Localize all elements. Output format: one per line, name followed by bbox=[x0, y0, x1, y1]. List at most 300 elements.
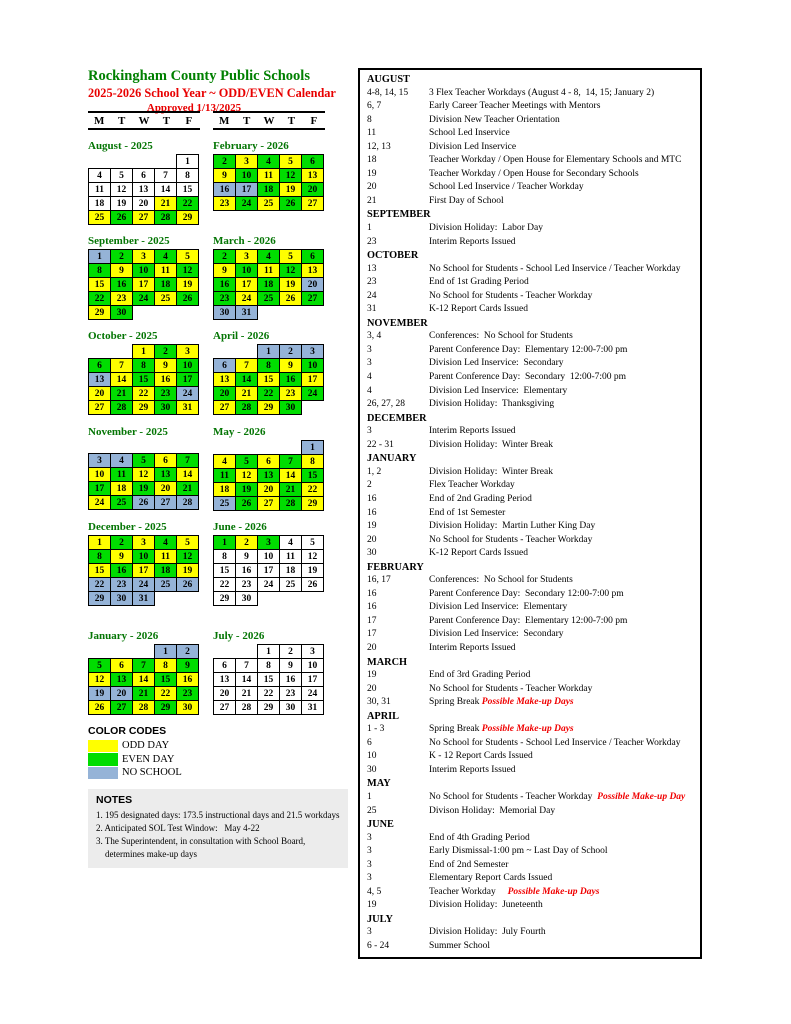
day-cell: 4 bbox=[89, 169, 111, 183]
day-cell: 29 bbox=[258, 701, 280, 715]
day-cell: 14 bbox=[280, 469, 302, 483]
month-title: May - 2026 bbox=[213, 426, 266, 438]
day-cell: 26 bbox=[133, 496, 155, 510]
event-text: School Led Inservice bbox=[429, 128, 510, 139]
day-cell: 11 bbox=[214, 469, 236, 483]
day-cell: 3 bbox=[133, 250, 155, 264]
day-cell: 9 bbox=[155, 359, 177, 373]
day-cell: 17 bbox=[89, 482, 111, 496]
day-cell: 28 bbox=[280, 497, 302, 511]
month-title: December - 2025 bbox=[88, 521, 167, 533]
day-cell: 15 bbox=[133, 373, 155, 387]
event-dates: 20 bbox=[367, 642, 377, 653]
day-cell: 29 bbox=[214, 592, 236, 606]
legend-row bbox=[88, 766, 182, 780]
event-row bbox=[367, 290, 693, 304]
month-grid bbox=[213, 440, 324, 511]
event-row bbox=[367, 872, 693, 886]
day-cell: 2 bbox=[111, 536, 133, 550]
event-row bbox=[367, 669, 693, 683]
event-makeup-note: Possible Make-up Days bbox=[507, 886, 600, 897]
day-cell: 4 bbox=[280, 536, 302, 550]
day-cell: 31 bbox=[302, 701, 324, 715]
day-cell: 18 bbox=[258, 278, 280, 292]
event-row bbox=[367, 385, 693, 399]
event-text: Flex Teacher Workday bbox=[429, 480, 515, 491]
month-grid bbox=[88, 154, 199, 225]
event-text: End of 3rd Grading Period bbox=[429, 670, 531, 681]
day-cell: 17 bbox=[236, 183, 258, 197]
event-month-header-june: JUNE bbox=[367, 819, 394, 831]
day-cell: 18 bbox=[111, 482, 133, 496]
event-dates: 1 - 3 bbox=[367, 724, 385, 735]
legend-title: COLOR CODES bbox=[88, 725, 167, 737]
event-dates: 21 bbox=[367, 195, 377, 206]
empty-cell bbox=[133, 645, 155, 659]
day-cell: 21 bbox=[236, 687, 258, 701]
day-cell: 17 bbox=[133, 278, 155, 292]
empty-cell bbox=[302, 592, 324, 606]
day-cell: 18 bbox=[155, 278, 177, 292]
event-text: School Led Inservice / Teacher Workday bbox=[429, 182, 584, 193]
event-text: Division Holiday: Thanksgiving bbox=[429, 399, 555, 410]
event-dates: 11 bbox=[367, 128, 377, 139]
event-dates: 6 - 24 bbox=[367, 941, 390, 951]
event-text: Division Led Inservice bbox=[429, 141, 517, 152]
empty-cell bbox=[133, 306, 155, 320]
day-cell: 10 bbox=[258, 550, 280, 564]
event-text: Summer School bbox=[429, 941, 490, 951]
day-cell: 10 bbox=[133, 264, 155, 278]
month-july-2026 bbox=[213, 630, 327, 715]
event-text: Division Led Inservice: Elementary bbox=[429, 602, 568, 613]
day-cell: 21 bbox=[111, 387, 133, 401]
event-month-header-august: AUGUST bbox=[367, 74, 410, 85]
event-text: Early Career Teacher Meetings with Mentors bbox=[429, 101, 601, 112]
month-grid bbox=[88, 535, 199, 606]
day-cell: 30 bbox=[280, 401, 302, 415]
event-dates: 3 bbox=[367, 846, 372, 857]
event-row bbox=[367, 683, 693, 697]
approved-date: Approved 1/13/2025 bbox=[146, 102, 242, 114]
empty-cell bbox=[111, 155, 133, 169]
event-text: No School for Students - Teacher Workday bbox=[429, 683, 593, 694]
event-row bbox=[367, 87, 693, 101]
day-cell: 1 bbox=[258, 645, 280, 659]
event-text: No School for Students - Teacher Workday bbox=[429, 290, 593, 301]
month-january-2026 bbox=[88, 630, 202, 715]
event-dates: 6 bbox=[367, 737, 372, 748]
day-cell: 1 bbox=[133, 345, 155, 359]
day-cell: 12 bbox=[236, 469, 258, 483]
day-cell: 12 bbox=[280, 169, 302, 183]
event-dates: 25 bbox=[367, 805, 377, 816]
event-text: K-12 Report Cards Issued bbox=[429, 304, 528, 315]
month-title: August - 2025 bbox=[88, 140, 153, 152]
event-dates: 20 bbox=[367, 534, 377, 545]
day-cell: 1 bbox=[214, 536, 236, 550]
event-dates: 30 bbox=[367, 548, 377, 559]
empty-cell bbox=[89, 645, 111, 659]
day-cell: 27 bbox=[302, 292, 324, 306]
day-cell: 1 bbox=[177, 155, 199, 169]
event-dates: 26, 27, 28 bbox=[367, 399, 405, 410]
day-cell: 16 bbox=[177, 673, 199, 687]
day-cell: 25 bbox=[258, 292, 280, 306]
event-month-header-february: FEBRUARY bbox=[367, 561, 424, 573]
day-cell: 23 bbox=[280, 687, 302, 701]
month-title: April - 2026 bbox=[213, 330, 270, 342]
day-cell: 27 bbox=[89, 401, 111, 415]
event-row bbox=[367, 371, 693, 385]
notes-title: NOTES bbox=[96, 794, 133, 806]
event-dates: 6, 7 bbox=[367, 101, 382, 112]
empty-cell bbox=[302, 401, 324, 415]
day-cell: 18 bbox=[258, 183, 280, 197]
weekday-label: T bbox=[162, 114, 171, 127]
day-cell: 24 bbox=[89, 496, 111, 510]
empty-cell bbox=[89, 440, 111, 454]
day-cell: 13 bbox=[111, 673, 133, 687]
day-cell: 24 bbox=[258, 578, 280, 592]
day-cell: 25 bbox=[155, 578, 177, 592]
day-cell: 17 bbox=[177, 373, 199, 387]
day-cell: 19 bbox=[111, 197, 133, 211]
day-cell: 21 bbox=[133, 687, 155, 701]
legend-swatch bbox=[88, 740, 118, 753]
day-cell: 5 bbox=[177, 536, 199, 550]
day-cell: 28 bbox=[177, 496, 199, 510]
event-dates: 17 bbox=[367, 615, 377, 626]
event-row bbox=[367, 574, 693, 588]
event-text: Teacher Workday Possible Make-up Days bbox=[429, 886, 600, 897]
empty-cell bbox=[236, 645, 258, 659]
event-dates: 16 bbox=[367, 507, 377, 518]
event-dates: 3 bbox=[367, 344, 372, 355]
event-row bbox=[367, 222, 693, 236]
day-cell: 13 bbox=[155, 468, 177, 482]
weekday-label: T bbox=[242, 114, 251, 127]
day-cell: 6 bbox=[133, 169, 155, 183]
day-cell: 23 bbox=[155, 387, 177, 401]
day-cell: 12 bbox=[177, 550, 199, 564]
event-dates: 24 bbox=[367, 290, 377, 301]
event-dates: 17 bbox=[367, 629, 377, 640]
day-cell: 8 bbox=[89, 264, 111, 278]
day-cell: 31 bbox=[236, 306, 258, 320]
day-cell: 22 bbox=[89, 578, 111, 592]
day-cell: 17 bbox=[133, 564, 155, 578]
day-cell: 11 bbox=[258, 264, 280, 278]
day-cell: 10 bbox=[89, 468, 111, 482]
day-cell: 26 bbox=[302, 578, 324, 592]
day-cell: 30 bbox=[236, 592, 258, 606]
event-dates: 31 bbox=[367, 304, 377, 315]
day-cell: 8 bbox=[155, 659, 177, 673]
day-cell: 25 bbox=[280, 578, 302, 592]
event-row bbox=[367, 723, 693, 737]
note-line: 3. The Superintendent, in consultation with School Board, bbox=[96, 836, 306, 846]
month-june-2026 bbox=[213, 521, 327, 606]
event-row bbox=[367, 859, 693, 873]
event-row bbox=[367, 926, 693, 940]
event-row bbox=[367, 425, 693, 439]
color-codes-legend bbox=[88, 725, 182, 780]
event-row bbox=[367, 398, 693, 412]
day-cell: 27 bbox=[258, 497, 280, 511]
empty-cell bbox=[177, 440, 199, 454]
event-row bbox=[367, 181, 693, 195]
day-cell: 24 bbox=[236, 197, 258, 211]
event-row bbox=[367, 534, 693, 548]
event-row bbox=[367, 845, 693, 859]
day-cell: 1 bbox=[258, 345, 280, 359]
legend-swatch bbox=[88, 767, 118, 780]
month-grid bbox=[213, 344, 324, 415]
empty-cell bbox=[280, 306, 302, 320]
event-text: Division Holiday: Winter Break bbox=[429, 439, 553, 450]
event-text: Elementary Report Cards Issued bbox=[429, 873, 553, 884]
event-dates: 1, 2 bbox=[367, 466, 382, 477]
day-cell: 16 bbox=[155, 373, 177, 387]
empty-cell bbox=[302, 306, 324, 320]
event-text: End of 2nd Grading Period bbox=[429, 493, 532, 504]
event-text: Divison Holiday: Memorial Day bbox=[429, 805, 556, 816]
day-cell: 15 bbox=[302, 469, 324, 483]
day-cell: 6 bbox=[155, 454, 177, 468]
event-text: 3 Flex Teacher Workdays (August 4 - 8, 14, 15; January 2) bbox=[429, 87, 655, 98]
day-cell: 20 bbox=[258, 483, 280, 497]
day-cell: 9 bbox=[177, 659, 199, 673]
event-month-header-december: DECEMBER bbox=[367, 412, 427, 424]
event-text: Division Led Inservice: Secondary bbox=[429, 629, 564, 640]
event-month-header-january: JANUARY bbox=[367, 453, 417, 465]
month-february-2026 bbox=[213, 140, 327, 211]
day-cell: 3 bbox=[236, 155, 258, 169]
day-cell: 11 bbox=[155, 264, 177, 278]
event-text: Spring Break Possible Make-up Days bbox=[429, 724, 574, 735]
month-grid bbox=[88, 440, 199, 510]
day-cell: 12 bbox=[89, 673, 111, 687]
month-grid bbox=[88, 644, 199, 715]
day-cell: 21 bbox=[236, 387, 258, 401]
day-cell: 23 bbox=[111, 578, 133, 592]
day-cell: 15 bbox=[258, 673, 280, 687]
event-dates: 3 bbox=[367, 927, 372, 938]
event-row bbox=[367, 344, 693, 358]
event-dates: 20 bbox=[367, 182, 377, 193]
month-grid bbox=[213, 154, 324, 211]
legend-label: EVEN DAY bbox=[122, 753, 175, 765]
day-cell: 19 bbox=[177, 564, 199, 578]
day-cell: 2 bbox=[155, 345, 177, 359]
event-text: Parent Conference Day: Secondary 12:00-7:00 pm bbox=[429, 372, 627, 383]
event-row bbox=[367, 357, 693, 371]
day-cell: 13 bbox=[302, 264, 324, 278]
day-cell: 25 bbox=[214, 497, 236, 511]
weekday-label: T bbox=[117, 114, 126, 127]
event-dates: 4 bbox=[367, 385, 372, 396]
day-cell: 18 bbox=[214, 483, 236, 497]
day-cell: 9 bbox=[214, 264, 236, 278]
day-cell: 7 bbox=[236, 359, 258, 373]
notes-lines bbox=[96, 809, 340, 861]
day-cell: 24 bbox=[302, 687, 324, 701]
event-text: Division Holiday: July Fourth bbox=[429, 927, 546, 938]
event-makeup-note: Possible Make-up Days bbox=[481, 724, 574, 735]
day-cell: 13 bbox=[302, 169, 324, 183]
day-cell: 29 bbox=[177, 211, 199, 225]
empty-cell bbox=[236, 345, 258, 359]
day-cell: 2 bbox=[214, 250, 236, 264]
event-dates: 30 bbox=[367, 764, 377, 775]
month-title: July - 2026 bbox=[213, 630, 265, 642]
day-cell: 11 bbox=[280, 550, 302, 564]
day-cell: 22 bbox=[133, 387, 155, 401]
day-cell: 27 bbox=[133, 211, 155, 225]
day-cell: 27 bbox=[214, 701, 236, 715]
events-panel bbox=[358, 68, 702, 959]
day-cell: 4 bbox=[155, 250, 177, 264]
month-grid bbox=[213, 644, 324, 715]
page-title: Rockingham County Public Schools bbox=[88, 68, 310, 84]
month-title: October - 2025 bbox=[88, 330, 158, 342]
event-makeup-note: Possible Make-up Days bbox=[481, 697, 574, 708]
note-line: 2. Anticipated SOL Test Window: May 4-22 bbox=[96, 823, 260, 833]
event-text: No School for Students - Teacher Workday bbox=[429, 534, 593, 545]
day-cell: 14 bbox=[177, 468, 199, 482]
day-cell: 5 bbox=[280, 155, 302, 169]
day-cell: 25 bbox=[155, 292, 177, 306]
event-row bbox=[367, 141, 693, 155]
weekday-header-left bbox=[88, 111, 200, 130]
day-cell: 20 bbox=[214, 387, 236, 401]
day-cell: 26 bbox=[236, 497, 258, 511]
event-dates: 16 bbox=[367, 493, 377, 504]
notes-box bbox=[88, 789, 348, 868]
day-cell: 22 bbox=[258, 387, 280, 401]
day-cell: 3 bbox=[236, 250, 258, 264]
day-cell: 20 bbox=[155, 482, 177, 496]
day-cell: 8 bbox=[302, 455, 324, 469]
day-cell: 7 bbox=[155, 169, 177, 183]
event-text: Interim Reports Issued bbox=[429, 426, 516, 437]
event-text: Interim Reports Issued bbox=[429, 764, 516, 775]
month-grid bbox=[88, 249, 199, 320]
day-cell: 18 bbox=[155, 564, 177, 578]
day-cell: 10 bbox=[236, 169, 258, 183]
day-cell: 3 bbox=[258, 536, 280, 550]
event-row bbox=[367, 899, 693, 913]
event-dates: 1 bbox=[367, 223, 372, 234]
day-cell: 4 bbox=[258, 250, 280, 264]
month-december-2025 bbox=[88, 521, 202, 606]
event-text: Division Led Inservice: Elementary bbox=[429, 385, 568, 396]
event-dates: 16 bbox=[367, 602, 377, 613]
month-october-2025 bbox=[88, 330, 202, 415]
empty-cell bbox=[133, 155, 155, 169]
day-cell: 3 bbox=[89, 454, 111, 468]
event-text: Division Led Inservice: Secondary bbox=[429, 358, 564, 369]
empty-cell bbox=[236, 441, 258, 455]
day-cell: 17 bbox=[302, 373, 324, 387]
day-cell: 3 bbox=[177, 345, 199, 359]
month-title: November - 2025 bbox=[88, 426, 168, 438]
event-text: End of 4th Grading Period bbox=[429, 832, 530, 843]
event-row bbox=[367, 114, 693, 128]
day-cell: 24 bbox=[177, 387, 199, 401]
event-month-header-october: OCTOBER bbox=[367, 250, 419, 262]
month-title: January - 2026 bbox=[88, 630, 159, 642]
event-text: Parent Conference Day: Secondary 12:00-7:00 pm bbox=[429, 588, 624, 599]
event-row bbox=[367, 642, 693, 656]
day-cell: 6 bbox=[302, 250, 324, 264]
event-text: Teacher Workday / Open House for Elementary Schools and MTC bbox=[429, 155, 682, 166]
weekday-label: W bbox=[263, 114, 275, 127]
day-cell: 22 bbox=[177, 197, 199, 211]
day-cell: 3 bbox=[133, 536, 155, 550]
day-cell: 10 bbox=[302, 359, 324, 373]
day-cell: 1 bbox=[89, 536, 111, 550]
day-cell: 5 bbox=[302, 536, 324, 550]
day-cell: 10 bbox=[236, 264, 258, 278]
day-cell: 25 bbox=[258, 197, 280, 211]
event-text: End of 1st Grading Period bbox=[429, 277, 529, 288]
event-row bbox=[367, 588, 693, 602]
day-cell: 3 bbox=[302, 645, 324, 659]
event-row bbox=[367, 127, 693, 141]
day-cell: 24 bbox=[302, 387, 324, 401]
day-cell: 22 bbox=[155, 687, 177, 701]
day-cell: 16 bbox=[236, 564, 258, 578]
event-dates: 18 bbox=[367, 155, 377, 166]
day-cell: 19 bbox=[177, 278, 199, 292]
day-cell: 29 bbox=[89, 306, 111, 320]
event-row bbox=[367, 628, 693, 642]
day-cell: 6 bbox=[302, 155, 324, 169]
event-text: Division New Teacher Orientation bbox=[429, 114, 560, 125]
day-cell: 30 bbox=[214, 306, 236, 320]
event-month-header-november: NOVEMBER bbox=[367, 317, 428, 329]
day-cell: 5 bbox=[236, 455, 258, 469]
month-title: February - 2026 bbox=[213, 140, 289, 152]
empty-cell bbox=[258, 441, 280, 455]
event-row bbox=[367, 100, 693, 114]
month-november-2025 bbox=[88, 426, 202, 510]
day-cell: 26 bbox=[280, 197, 302, 211]
empty-cell bbox=[280, 592, 302, 606]
empty-cell bbox=[155, 592, 177, 606]
event-row bbox=[367, 832, 693, 846]
legend-label: NO SCHOOL bbox=[122, 767, 182, 779]
event-row bbox=[367, 236, 693, 250]
day-cell: 28 bbox=[133, 701, 155, 715]
event-dates: 2 bbox=[367, 480, 372, 491]
event-row bbox=[367, 507, 693, 521]
event-row bbox=[367, 303, 693, 317]
event-dates: 22 - 31 bbox=[367, 439, 394, 450]
event-dates: 1 bbox=[367, 791, 372, 802]
day-cell: 12 bbox=[111, 183, 133, 197]
day-cell: 11 bbox=[258, 169, 280, 183]
empty-cell bbox=[111, 645, 133, 659]
day-cell: 6 bbox=[214, 359, 236, 373]
day-cell: 9 bbox=[111, 550, 133, 564]
legend-swatch bbox=[88, 753, 118, 766]
day-cell: 4 bbox=[258, 155, 280, 169]
day-cell: 21 bbox=[155, 197, 177, 211]
day-cell: 4 bbox=[214, 455, 236, 469]
